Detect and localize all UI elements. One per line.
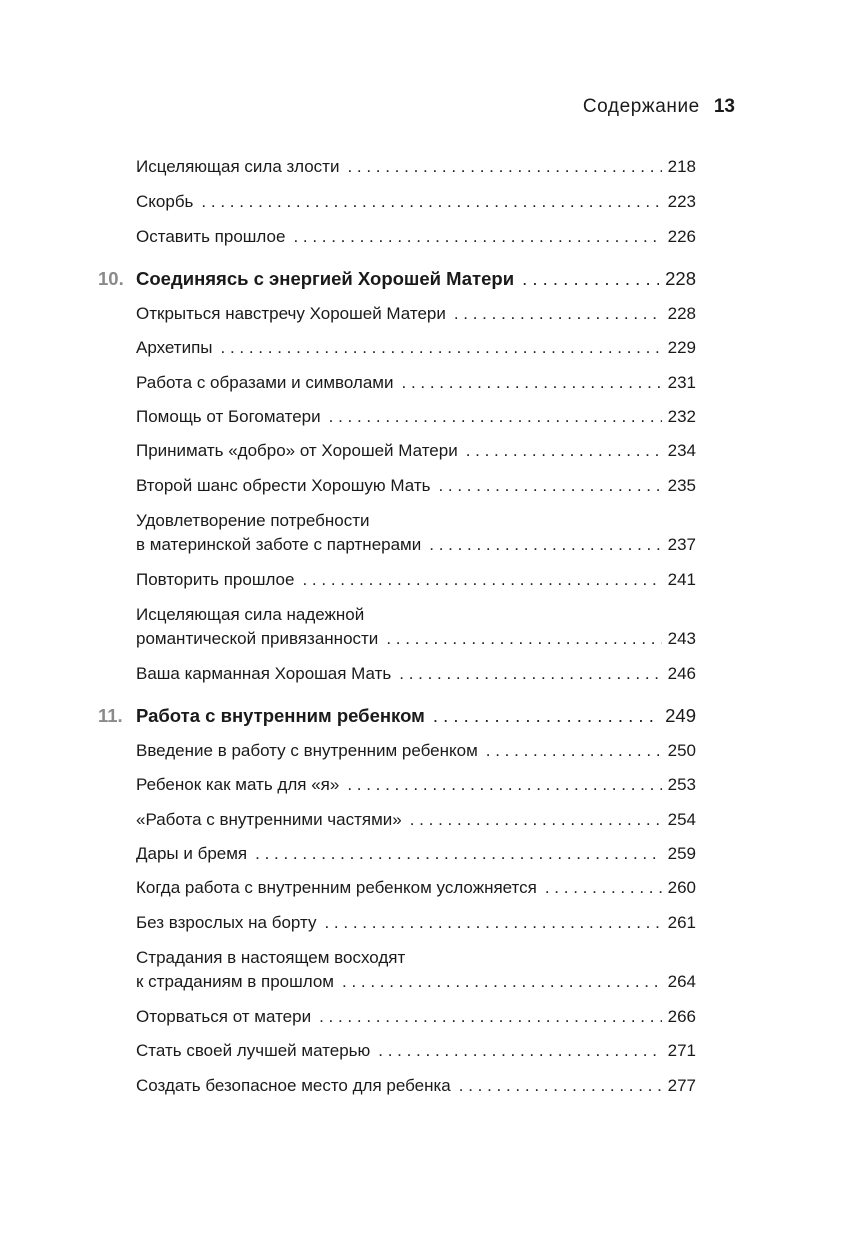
dot-leader — [433, 704, 659, 728]
toc-entry-page: 232 — [667, 407, 696, 426]
toc-entry — [136, 1039, 696, 1063]
toc-entry-page: 253 — [667, 775, 696, 794]
chapter-number: 10. — [98, 268, 124, 289]
toc-entry — [136, 662, 696, 686]
dot-leader — [402, 371, 662, 395]
toc-entry-page: 277 — [667, 1076, 696, 1095]
toc-entry-title: Помощь от Богоматери — [136, 407, 321, 426]
toc-entry-title: «Работа с внутренними частями» — [136, 810, 402, 829]
toc-entry — [136, 842, 696, 866]
dot-leader — [545, 876, 662, 900]
dot-leader — [378, 1039, 661, 1063]
toc-entry — [136, 225, 696, 249]
dot-leader — [342, 970, 662, 994]
toc-entry-title: Работа с образами и символами — [136, 373, 394, 392]
toc-entry-page: 229 — [667, 338, 696, 357]
toc-entry — [136, 302, 696, 326]
toc-entry-page: 264 — [667, 972, 696, 991]
toc-entry — [136, 371, 696, 395]
toc-entry — [136, 509, 696, 557]
toc-entry — [136, 773, 696, 797]
toc-entry-title: Когда работа с внутренним ребенком усложняется — [136, 878, 537, 897]
toc-entry-page: 235 — [667, 476, 696, 495]
running-head — [583, 96, 735, 118]
toc-entry-page: 259 — [667, 844, 696, 863]
toc-entry — [136, 336, 696, 360]
toc-entry-page: 254 — [667, 810, 696, 829]
page-number: 13 — [713, 96, 735, 117]
toc-entry-page: 249 — [665, 705, 696, 726]
toc-entry — [136, 603, 696, 651]
toc-entry — [136, 946, 696, 994]
dot-leader — [255, 842, 662, 866]
dot-leader — [329, 405, 662, 429]
dot-leader — [522, 267, 659, 291]
toc-entry-page: 241 — [667, 570, 696, 589]
dot-leader — [347, 773, 661, 797]
toc-entry-title: Открыться навстречу Хорошей Матери — [136, 304, 446, 323]
toc-entry-page: 228 — [667, 304, 696, 323]
toc-entry-title: к страданиям в прошлом — [136, 972, 334, 991]
toc-entry-title: Ребенок как мать для «я» — [136, 775, 340, 794]
toc-chapter — [98, 267, 696, 291]
toc-entry-title: Повторить прошлое — [136, 570, 295, 589]
toc-entry-page: 226 — [667, 227, 696, 246]
toc-entry-page: 228 — [665, 268, 696, 289]
dot-leader — [438, 474, 661, 498]
dot-leader — [302, 568, 661, 592]
toc-entry-title: Оторваться от матери — [136, 1007, 312, 1026]
toc-entry — [136, 405, 696, 429]
dot-leader — [386, 627, 661, 651]
dot-leader — [429, 533, 661, 557]
toc-entry — [136, 568, 696, 592]
toc-entry-title-line1: Страдания в настоящем восходят — [136, 948, 406, 967]
toc-entry-title: Создать безопасное место для ребенка — [136, 1076, 451, 1095]
dot-leader — [466, 439, 662, 463]
dot-leader — [347, 155, 661, 179]
toc-entry — [136, 1074, 696, 1098]
toc-entry-title: Исцеляющая сила злости — [136, 157, 340, 176]
toc-entry-page: 223 — [667, 192, 696, 211]
toc-entry-title: Ваша карманная Хорошая Мать — [136, 664, 392, 683]
toc-entry-page: 237 — [667, 535, 696, 554]
toc-entry-title: Принимать «добро» от Хорошей Матери — [136, 441, 458, 460]
toc-entry-title: романтической привязанности — [136, 629, 379, 648]
toc-entry-page: 260 — [667, 878, 696, 897]
toc-entry-title-line1: Удовлетворение потребности — [136, 511, 370, 530]
toc-entry-title: Архетипы — [136, 338, 213, 357]
dot-leader — [201, 190, 661, 214]
toc-chapter-title: Работа с внутренним ребенком — [136, 705, 425, 726]
dot-leader — [399, 662, 661, 686]
running-head-section: Содержание — [582, 96, 700, 117]
toc-entry-page: 218 — [667, 157, 696, 176]
toc-entry-title: Оставить прошлое — [136, 227, 286, 246]
toc-entry-title: Без взрослых на борту — [136, 913, 317, 932]
toc-entry-title: Скорбь — [136, 192, 194, 211]
dot-leader — [319, 1005, 662, 1029]
toc-entry — [136, 911, 696, 935]
toc-entry — [136, 876, 696, 900]
toc-entry-title-line1: Исцеляющая сила надежной — [136, 605, 365, 624]
toc-entry-title: в материнской заботе с партнерами — [136, 535, 422, 554]
toc-entry-title: Стать своей лучшей матерью — [136, 1041, 371, 1060]
dot-leader — [324, 911, 661, 935]
toc-chapter — [98, 704, 696, 728]
toc-entry-page: 234 — [667, 441, 696, 460]
toc-entry-page: 271 — [667, 1041, 696, 1060]
toc-entry-page: 231 — [667, 373, 696, 392]
toc-chapter-title: Соединяясь с энергией Хорошей Матери — [136, 268, 515, 289]
dot-leader — [454, 302, 662, 326]
toc-entry — [136, 1005, 696, 1029]
toc-entry — [136, 474, 696, 498]
dot-leader — [221, 336, 662, 360]
chapter-number: 11. — [98, 705, 123, 726]
toc-entry — [136, 808, 696, 832]
toc-entry — [136, 739, 696, 763]
toc-entry-title: Введение в работу с внутренним ребенком — [136, 741, 478, 760]
toc-entry — [136, 190, 696, 214]
dot-leader — [486, 739, 662, 763]
dot-leader — [293, 225, 661, 249]
dot-leader — [410, 808, 662, 832]
toc-entry — [136, 155, 696, 179]
toc-entry-page: 243 — [667, 629, 696, 648]
toc-entry-page: 246 — [667, 664, 696, 683]
toc-entry-page: 261 — [667, 913, 696, 932]
dot-leader — [459, 1074, 662, 1098]
toc-entry-page: 250 — [667, 741, 696, 760]
toc-entry-title: Дары и бремя — [136, 844, 248, 863]
toc-entry — [136, 439, 696, 463]
toc-entry-title: Второй шанс обрести Хорошую Мать — [136, 476, 431, 495]
toc-entry-page: 266 — [667, 1007, 696, 1026]
